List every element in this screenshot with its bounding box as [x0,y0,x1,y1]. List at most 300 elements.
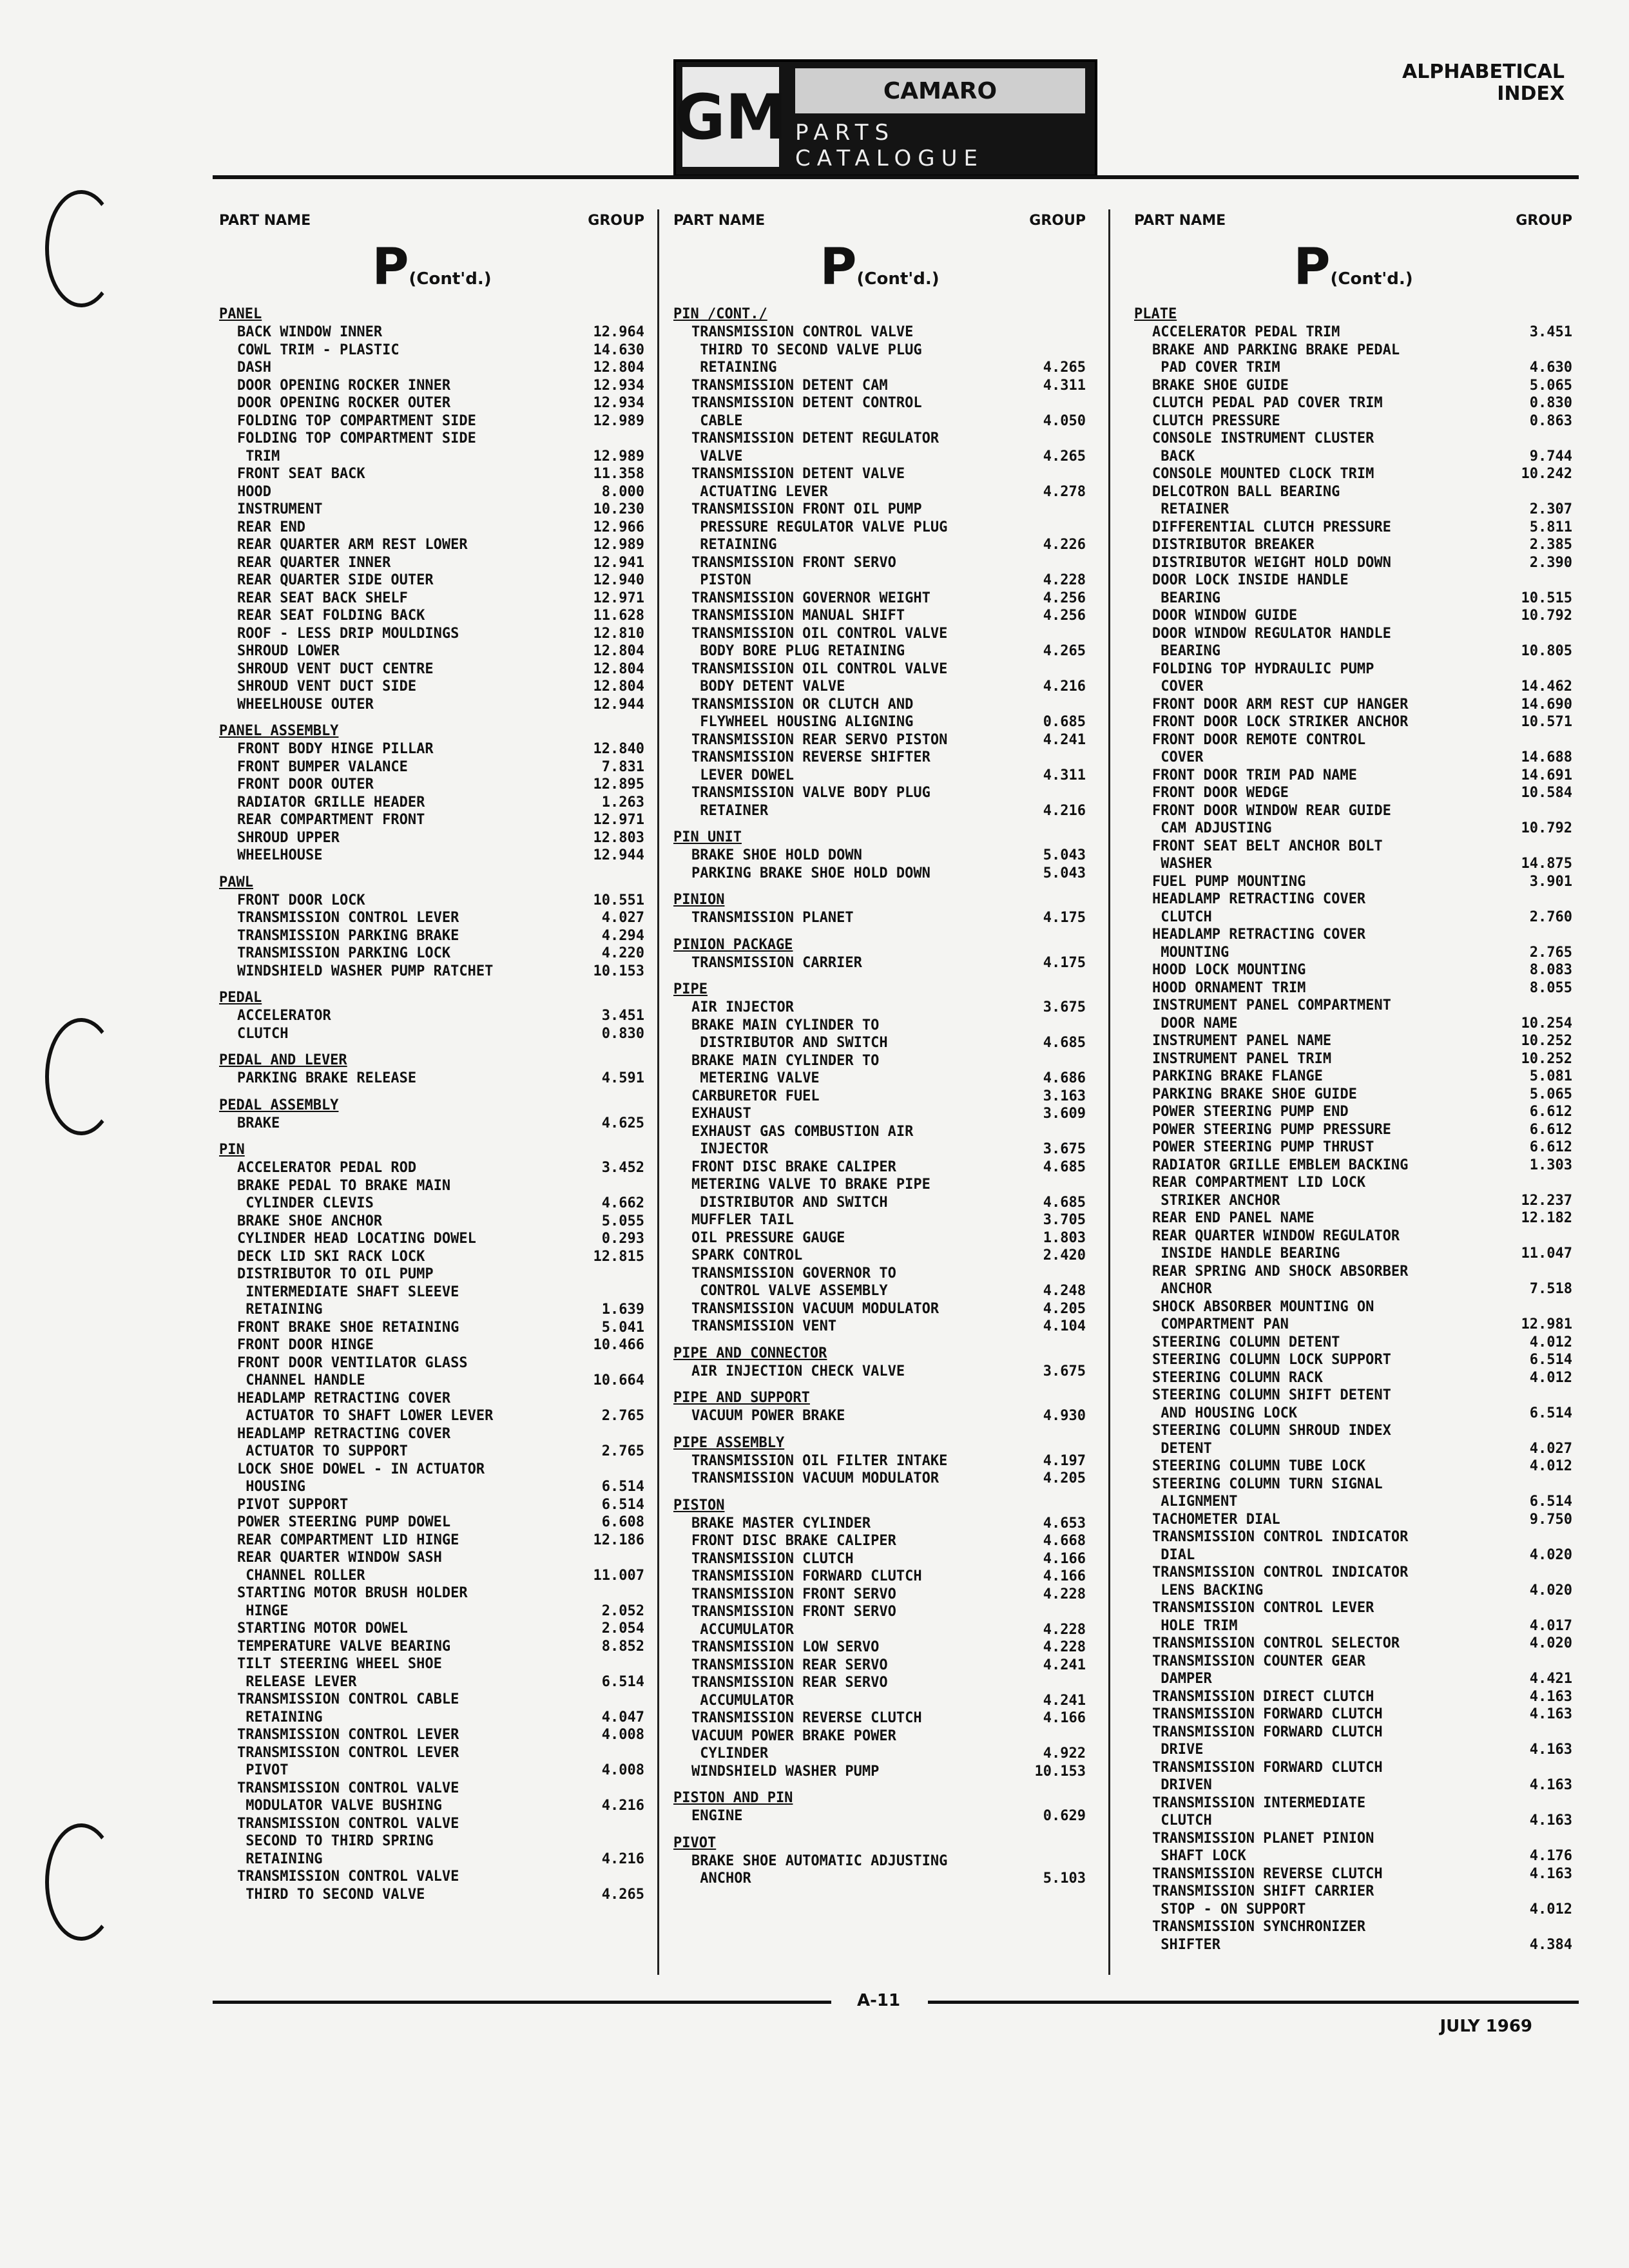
index-entry [219,1070,644,1088]
part-name: TRANSMISSION FORWARD CLUTCH [1152,1706,1383,1722]
issue-date: JULY 1969 [1440,2017,1532,2036]
group-number: 4.630 [1529,360,1572,376]
group-number: 4.228 [1043,572,1086,588]
part-name: PARKING BRAKE SHOE GUIDE [1152,1086,1357,1102]
index-entry [1134,1457,1572,1475]
group-number: 12.964 [593,324,644,340]
index-entry [673,1123,1086,1158]
index-entry [219,811,644,829]
part-name: RADIATOR GRILLE EMBLEM BACKING [1152,1157,1409,1173]
part-name: WINDSHIELD WASHER PUMP RATCHET [237,963,494,979]
part-name: TRANSMISSION PLANET PINION SHAFT LOCK [1152,1830,1374,1864]
index-entry [219,776,644,794]
part-name: BRAKE SHOE AUTOMATIC ADJUSTING ANCHOR [691,1852,948,1887]
part-name: ACCELERATOR PEDAL TRIM [1152,324,1340,340]
index-entry [673,909,1086,927]
group-number: 11.628 [593,608,644,624]
group-number: 2.390 [1529,554,1572,571]
index-entry [1134,890,1572,926]
part-name: FRONT DOOR LOCK [237,892,365,908]
index-section [673,936,1086,972]
part-name: WINDSHIELD WASHER PUMP [691,1763,880,1780]
index-section [673,891,1086,927]
index-entry [219,359,644,377]
group-number: 14.691 [1521,767,1572,783]
section-title: PANEL [219,306,262,322]
part-name: TRANSMISSION OIL CONTROL VALVE BODY BORE PLUG RETAINING [691,625,948,659]
group-number: 6.612 [1529,1139,1572,1155]
index-entry [219,1815,644,1869]
index-entry [219,1336,644,1354]
part-name: DISTRIBUTOR TO OIL PUMP INTERMEDIATE SHAFT SLEEVE RETAINING [237,1266,459,1318]
part-name: TRANSMISSION FRONT SERVO PISTON [691,554,896,588]
group-number: 4.216 [601,1798,644,1814]
part-name: ENGINE [691,1808,743,1824]
part-name: FRONT SEAT BELT ANCHOR BOLT WASHER [1152,838,1383,872]
group-number: 4.421 [1529,1671,1572,1687]
part-name: SHOCK ABSORBER MOUNTING ON COMPARTMENT PAN [1152,1298,1374,1332]
group-number: 4.241 [1043,1657,1086,1673]
group-number: 1.803 [1043,1229,1086,1246]
group-number: 4.166 [1043,1710,1086,1726]
part-name: TRANSMISSION SHIFT CARRIER STOP - ON SUPPORT [1152,1883,1374,1917]
part-name: REAR SEAT BACK SHELF [237,590,408,606]
group-number: 4.256 [1043,608,1086,624]
part-name: TRANSMISSION CONTROL VALVE THIRD TO SECOND VALVE PLUG RETAINING [691,324,922,376]
group-number: 3.452 [601,1160,644,1176]
index-entry [1134,1688,1572,1706]
index-entry [1134,1121,1572,1139]
index-entry [219,1007,644,1025]
group-number: 12.989 [593,412,644,429]
part-name: HOOD [237,483,271,500]
group-number: 10.805 [1521,643,1572,659]
index-entry [673,1211,1086,1229]
index-entry [1134,1475,1572,1511]
part-name: TRANSMISSION OIL FILTER INTAKE [691,1452,948,1469]
group-number: 4.248 [1043,1283,1086,1299]
part-name: CLUTCH PRESSURE [1152,412,1280,429]
part-name: FRONT BODY HINGE PILLAR [237,741,434,757]
index-entry [219,1354,644,1390]
part-name: AIR INJECTION CHECK VALVE [691,1363,905,1379]
group-number: 4.163 [1529,1812,1572,1829]
part-name: PIVOT SUPPORT [237,1496,349,1513]
index-entry [219,483,644,501]
part-name: TRANSMISSION CONTROL LEVER [237,1727,459,1743]
catalogue-title: PARTS CATALOGUE [795,120,984,171]
index-entry [673,696,1086,731]
part-name: TRANSMISSION CONTROL VALVE SECOND TO THIRD SPRING RETAINING [237,1815,459,1867]
part-name: SHROUD VENT DUCT CENTRE [237,660,434,677]
part-name: PARKING BRAKE FLANGE [1152,1068,1323,1084]
group-number: 4.027 [1529,1440,1572,1457]
part-name: BRAKE [237,1115,280,1131]
section-title: PAWL [219,874,253,890]
part-name: TRANSMISSION CONTROL INDICATOR DIAL [1152,1529,1409,1563]
part-name: ACCELERATOR PEDAL ROD [237,1160,417,1176]
index-entry [219,1213,644,1231]
part-name: STEERING COLUMN TUBE LOCK [1152,1458,1366,1474]
part-name: TRANSMISSION CONTROL CABLE RETAINING [237,1691,459,1725]
group-number: 1.303 [1529,1157,1572,1173]
index-entry [673,625,1086,660]
index-section [673,1789,1086,1825]
group-number: 4.226 [1043,537,1086,553]
part-name: HOOD LOCK MOUNTING [1152,962,1306,978]
index-entry [673,1363,1086,1381]
index-entry [1134,1032,1572,1050]
index-entry [673,847,1086,865]
part-name: TRANSMISSION REAR SERVO [691,1657,888,1673]
group-number: 10.792 [1521,608,1572,624]
index-entry [673,1470,1086,1488]
index-entry [219,465,644,483]
index-entry [219,1780,644,1815]
group-number: 11.047 [1521,1245,1572,1262]
group-number: 12.804 [593,643,644,659]
index-entry [1134,607,1572,625]
part-name: DASH [237,360,271,376]
index-entry [1134,767,1572,785]
index-entry [1134,1227,1572,1263]
group-number: 3.901 [1529,873,1572,890]
part-name: FRONT DOOR OUTER [237,776,374,793]
part-name: TRANSMISSION FRONT SERVO ACCUMULATOR [691,1604,896,1638]
group-number: 4.311 [1043,377,1086,394]
index-entry [1134,1050,1572,1068]
group-number: 4.176 [1529,1848,1572,1864]
index-entry [1134,961,1572,979]
group-number: 2.054 [601,1620,644,1637]
group-number: 4.294 [601,927,644,944]
group-number: 12.804 [593,678,644,695]
index-entry [219,1638,644,1656]
index-entry [1134,483,1572,519]
group-number: 6.514 [1529,1352,1572,1368]
part-name: SHROUD VENT DUCT SIDE [237,678,417,695]
part-name: TRANSMISSION REVERSE CLUTCH [1152,1865,1383,1882]
index-entry [219,394,644,412]
group-number: 4.205 [1043,1300,1086,1317]
group-number: 8.055 [1529,979,1572,996]
page-number: A-11 [857,1991,901,2010]
part-name: REAR SPRING AND SHOCK ABSORBER ANCHOR [1152,1263,1409,1297]
group-number: 2.052 [601,1602,644,1619]
index-label-line2: INDEX [1497,82,1565,105]
group-number: 0.830 [1529,395,1572,411]
index-entry [673,554,1086,590]
part-name: FRONT BRAKE SHOE RETAINING [237,1319,459,1336]
section-title: PLATE [1134,306,1177,322]
index-letter [673,238,1086,296]
index-column-1 [219,213,644,1903]
group-number: 4.228 [1043,1621,1086,1638]
index-entry [673,1452,1086,1470]
part-name: HEADLAMP RETRACTING COVER ACTUATOR TO SHAFT LOWER LEVER [237,1390,494,1424]
index-section [673,1389,1086,1425]
index-entry [673,1727,1086,1763]
part-name: EXHAUST GAS COMBUSTION AIR INJECTOR [691,1123,914,1157]
part-name: TRANSMISSION GOVERNOR TO CONTROL VALVE ASSEMBLY [691,1265,896,1299]
group-number: 4.265 [601,1886,644,1903]
group-number: 12.895 [593,776,644,793]
group-number: 2.765 [1529,944,1572,961]
group-number: 4.017 [1529,1617,1572,1634]
group-number: 2.765 [601,1408,644,1424]
group-number: 9.744 [1529,448,1572,465]
part-name: STEERING COLUMN DETENT [1152,1334,1340,1350]
part-name: TRANSMISSION DIRECT CLUTCH [1152,1688,1374,1705]
column-divider [1108,209,1110,1975]
index-entry [219,607,644,625]
part-name: TRANSMISSION CONTROL LEVER HOLE TRIM [1152,1600,1374,1634]
index-letter [219,238,644,296]
part-name: TRANSMISSION CARRIER [691,954,862,971]
group-number: 10.466 [593,1337,644,1353]
index-section [673,305,1086,820]
part-name: TRANSMISSION REAR SERVO PISTON [691,731,948,748]
part-name: FRONT DOOR TRIM PAD NAME [1152,767,1357,783]
index-section [673,1434,1086,1488]
index-entry [219,1868,644,1903]
index-section [219,1141,644,1903]
index-column-3 [1134,213,1572,1954]
part-name: TRANSMISSION REVERSE CLUTCH [691,1710,922,1726]
index-entry [673,1300,1086,1318]
index-entry [219,1514,644,1532]
group-number: 12.840 [593,741,644,757]
part-name: TRANSMISSION OR CLUTCH AND FLYWHEEL HOUSING ALIGNING [691,696,914,730]
group-number: 5.103 [1043,1870,1086,1887]
gm-logo-letters: GM [682,67,779,167]
part-name: STEERING COLUMN SHIFT DETENT AND HOUSING LOCK [1152,1387,1391,1421]
index-entry [1134,802,1572,838]
index-entry [1134,1334,1572,1352]
index-letter-char: P [372,238,409,296]
part-name: INSTRUMENT PANEL NAME [1152,1033,1332,1049]
part-name: TRANSMISSION DETENT REGULATOR VALVE [691,430,940,465]
index-entry [219,501,644,519]
index-entry [673,1763,1086,1781]
part-name: TRANSMISSION FRONT OIL PUMP PRESSURE REGULATOR VALVE PLUG RETAINING [691,501,948,553]
group-number: 6.612 [1529,1104,1572,1120]
index-entry [1134,625,1572,660]
part-name: TRANSMISSION REAR SERVO ACCUMULATOR [691,1675,888,1709]
index-entry [219,1691,644,1726]
index-entry [673,1603,1086,1639]
index-entry [219,572,644,590]
index-entry [219,1549,644,1584]
group-number: 4.228 [1043,1586,1086,1602]
part-name: INSTRUMENT PANEL COMPARTMENT DOOR NAME [1152,997,1391,1032]
group-number: 12.940 [593,572,644,588]
group-number: 6.514 [601,1479,644,1495]
group-number: 10.571 [1521,714,1572,730]
part-name: ACCELERATOR [237,1008,331,1024]
index-entry [673,749,1086,784]
group-number: 4.008 [601,1762,644,1778]
group-number: 10.230 [593,501,644,517]
index-label-line1: ALPHABETICAL [1402,61,1565,83]
group-number: 4.685 [1043,1035,1086,1051]
index-entry [219,1390,644,1425]
group-number: 11.358 [593,466,644,482]
group-number: 5.065 [1529,1086,1572,1102]
part-name: VACUUM POWER BRAKE [691,1408,845,1424]
part-name: BRAKE MASTER CYLINDER [691,1515,871,1532]
group-number: 10.252 [1521,1033,1572,1049]
group-header: GROUP [588,213,644,229]
part-name: REAR COMPARTMENT LID LOCK STRIKER ANCHOR [1152,1175,1366,1209]
part-name: COWL TRIM - PLASTIC [237,341,400,358]
part-name: REAR SEAT FOLDING BACK [237,608,425,624]
part-name: TRANSMISSION CONTROL LEVER [237,910,459,926]
group-number: 12.804 [593,660,644,677]
group-number: 3.451 [1529,324,1572,340]
part-name: REAR QUARTER WINDOW REGULATOR INSIDE HANDLE BEARING [1152,1227,1400,1262]
part-name: SHROUD UPPER [237,829,340,846]
index-entry [673,999,1086,1017]
group-number: 12.810 [593,625,644,642]
index-entry [1134,1103,1572,1121]
group-number: 4.591 [601,1070,644,1086]
index-entry [219,1230,644,1248]
part-name-header: PART NAME [673,213,766,229]
index-entry [1134,1422,1572,1457]
index-entry [219,740,644,758]
index-entry [1134,1369,1572,1387]
part-name: TRANSMISSION DETENT CAM [691,377,888,394]
part-name: TRANSMISSION DETENT VALVE ACTUATING LEVER [691,466,905,500]
part-name: WHEELHOUSE OUTER [237,696,374,713]
group-number: 4.241 [1043,1692,1086,1709]
index-entry [219,794,644,812]
part-name: REAR QUARTER ARM REST LOWER [237,537,468,553]
part-name: CONSOLE MOUNTED CLOCK TRIM [1152,466,1374,482]
index-section [673,1497,1086,1781]
index-entry [219,642,644,660]
index-entry [673,1639,1086,1657]
section-title: PINION [673,892,725,908]
part-name: CONSOLE INSTRUMENT CLUSTER BACK [1152,430,1374,465]
part-name: POWER STEERING PUMP THRUST [1152,1139,1374,1155]
index-entry [673,1515,1086,1533]
index-entry [219,1177,644,1213]
group-number: 12.971 [593,812,644,828]
group-number: 0.863 [1529,412,1572,429]
group-number: 5.043 [1043,847,1086,863]
part-name: TRANSMISSION CONTROL SELECTOR [1152,1635,1400,1651]
part-name: TRANSMISSION LOW SERVO [691,1639,880,1655]
index-section [673,981,1086,1336]
group-number: 4.668 [1043,1533,1086,1549]
group-number: 12.182 [1521,1210,1572,1226]
index-entry [1134,323,1572,341]
index-entry [1134,554,1572,572]
group-number: 10.254 [1521,1015,1572,1032]
part-name: TRANSMISSION VALVE BODY PLUG RETAINER [691,785,930,819]
part-name: VACUUM POWER BRAKE POWER CYLINDER [691,1727,896,1762]
column-divider [657,209,659,1975]
index-entry [219,1726,644,1744]
index-entry [219,1584,644,1620]
index-section [219,722,644,865]
part-name: FRONT DOOR LOCK STRIKER ANCHOR [1152,714,1409,730]
part-name: DECK LID SKI RACK LOCK [237,1248,425,1265]
group-number: 4.256 [1043,590,1086,606]
part-name: TRANSMISSION VACUUM MODULATOR [691,1470,940,1486]
index-entry [673,1709,1086,1727]
index-entry [673,1247,1086,1265]
part-name-header: PART NAME [1134,213,1226,229]
part-name: DOOR OPENING ROCKER OUTER [237,395,451,411]
part-name: REAR END [237,519,305,535]
index-entry [673,1407,1086,1425]
part-name: BACK WINDOW INNER [237,324,383,340]
group-number: 12.186 [593,1532,644,1548]
group-number: 4.216 [601,1850,644,1867]
section-title: PIPE AND SUPPORT [673,1390,810,1406]
part-name: MUFFLER TAIL [691,1212,794,1228]
index-entry [219,847,644,865]
index-entry [1134,1653,1572,1688]
part-name: DIFFERENTIAL CLUTCH PRESSURE [1152,519,1391,535]
part-name: TRANSMISSION MANUAL SHIFT [691,608,905,624]
index-entry [219,1620,644,1638]
index-entry [673,1176,1086,1211]
index-entry [1134,731,1572,767]
part-name: TRANSMISSION FORWARD CLUTCH [691,1568,922,1584]
brand-name: CAMARO [795,68,1085,113]
part-name: INSTRUMENT [237,501,323,517]
part-name: TRANSMISSION PARKING LOCK [237,945,451,961]
index-entry [219,625,644,643]
part-name: FUEL PUMP MOUNTING [1152,873,1306,890]
index-entry [673,1017,1086,1052]
index-column-2 [673,213,1086,1888]
section-title: PIPE ASSEMBLY [673,1434,785,1451]
index-entry [1134,430,1572,465]
index-entry [1134,1209,1572,1227]
part-name: STEERING COLUMN LOCK SUPPORT [1152,1352,1391,1368]
index-entry [1134,1174,1572,1209]
part-name: TRANSMISSION INTERMEDIATE CLUTCH [1152,1794,1366,1829]
group-number: 4.012 [1529,1901,1572,1917]
group-number: 12.934 [593,377,644,394]
group-number: 5.043 [1043,865,1086,881]
index-entry [1134,1706,1572,1724]
group-number: 4.166 [1043,1550,1086,1567]
index-entry [219,1461,644,1496]
binder-hole [45,1018,117,1135]
index-entry [1134,1883,1572,1918]
group-number: 4.930 [1043,1408,1086,1424]
group-number: 6.514 [1529,1405,1572,1421]
section-title: PANEL ASSEMBLY [219,723,339,739]
group-number: 3.451 [601,1008,644,1024]
index-entry [1134,377,1572,395]
index-entry [219,892,644,910]
part-name: HEADLAMP RETRACTING COVER ACTUATOR TO SUPPORT [237,1425,451,1459]
index-entry [673,590,1086,608]
group-number: 4.012 [1529,1458,1572,1474]
part-name: BRAKE SHOE GUIDE [1152,377,1289,394]
group-number: 4.050 [1043,412,1086,429]
group-number: 4.175 [1043,910,1086,926]
group-number: 8.083 [1529,962,1572,978]
group-number: 4.163 [1529,1688,1572,1705]
